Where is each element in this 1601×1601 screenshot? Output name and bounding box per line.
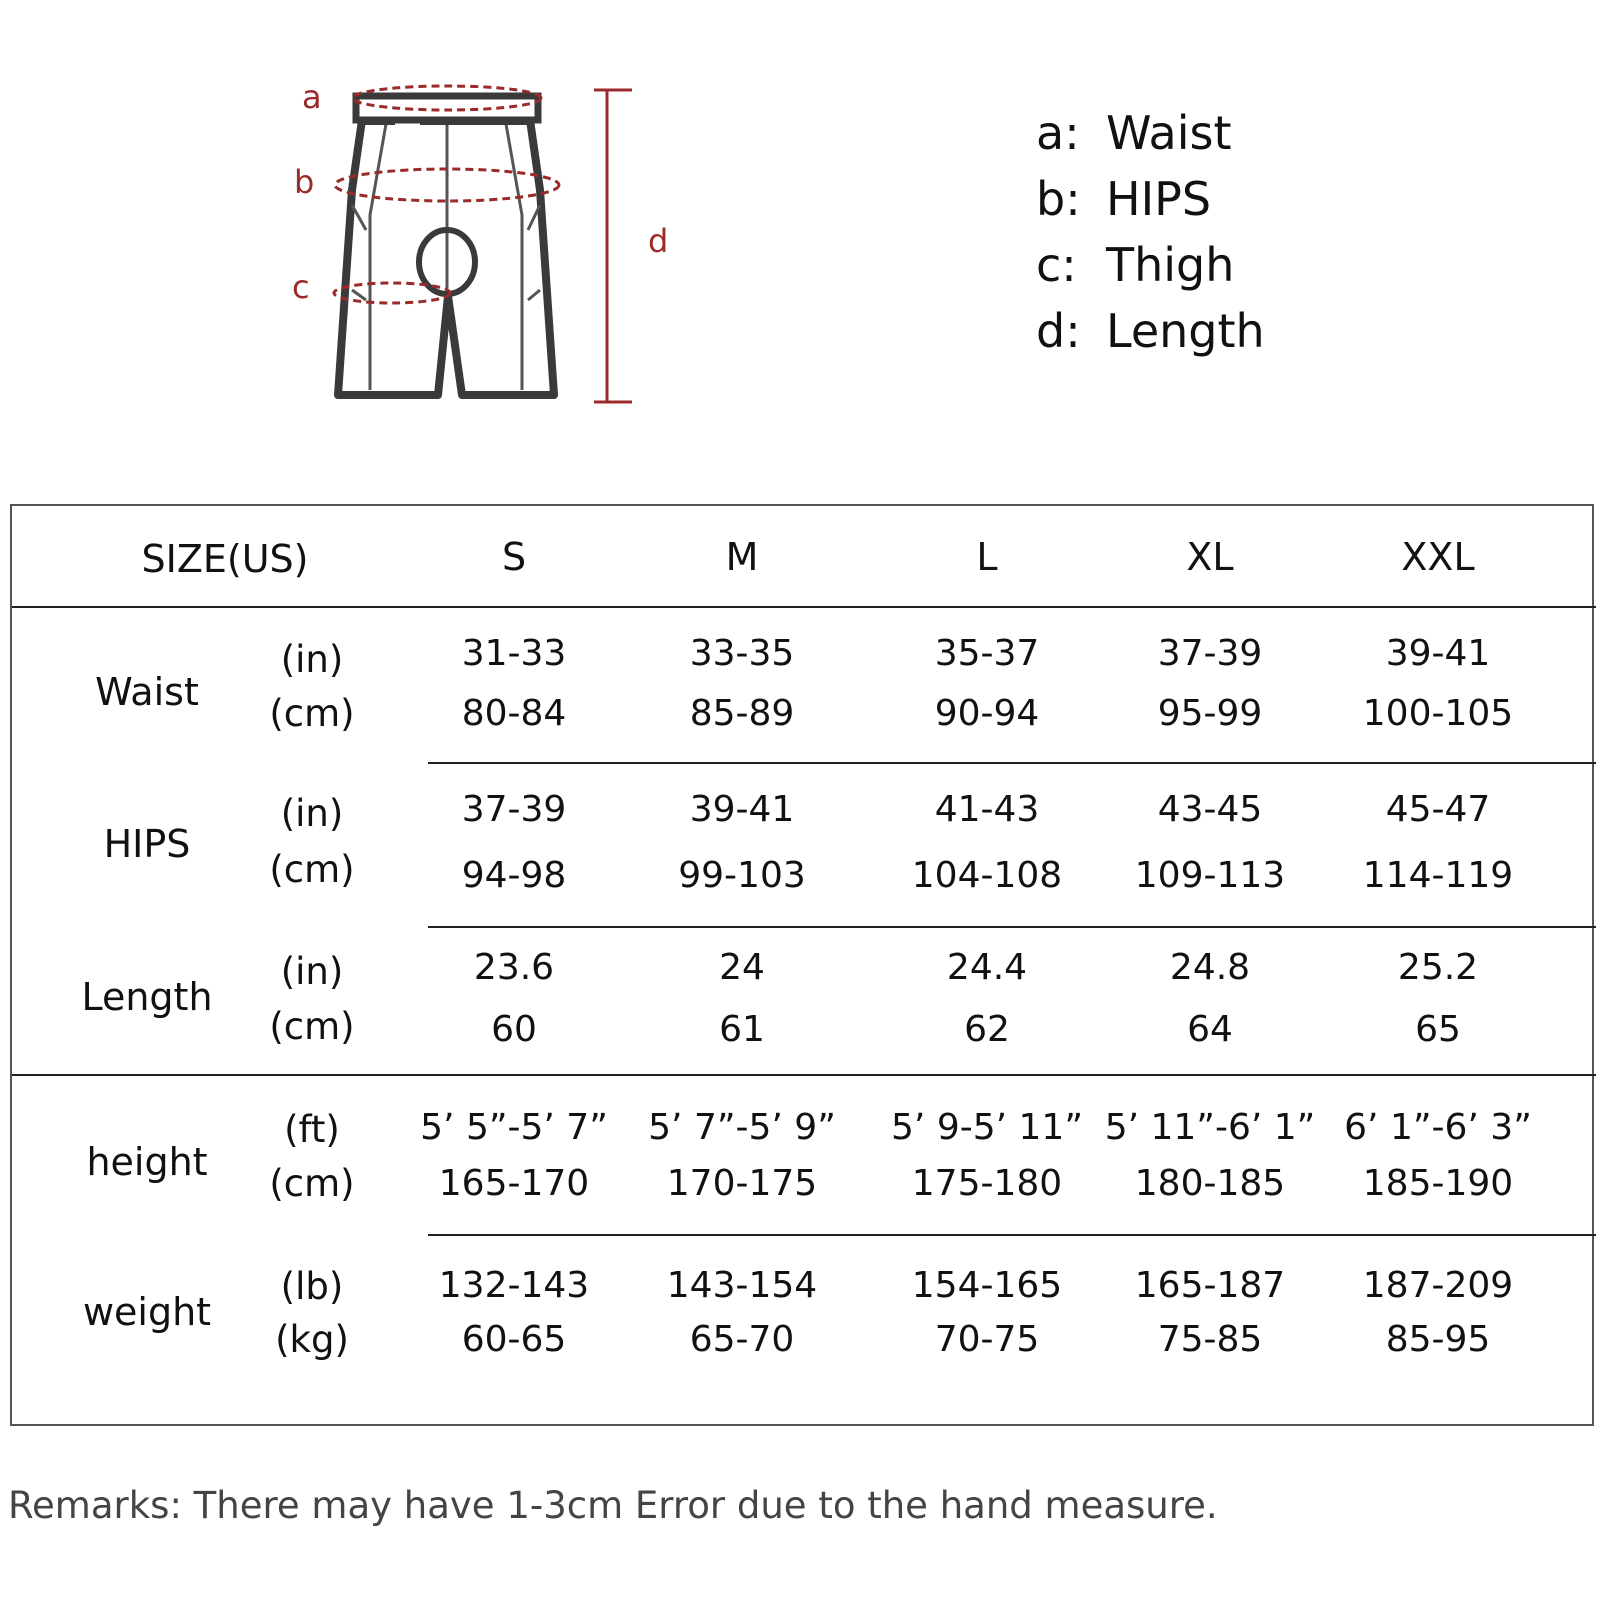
row-label-weight: weight	[82, 1290, 212, 1334]
table-cell: 187-209	[1362, 1265, 1514, 1306]
shorts-outline-figure	[0, 0, 800, 460]
table-cell: 65	[1415, 1009, 1461, 1050]
label-a: a	[302, 78, 322, 116]
table-cell: 104-108	[911, 855, 1063, 896]
table-cell: 5’ 9-5’ 11”	[891, 1107, 1083, 1148]
table-cell: 64	[1187, 1009, 1233, 1050]
table-cell: 165-187	[1134, 1265, 1286, 1306]
unit-label: (cm)	[269, 1005, 355, 1048]
table-divider	[428, 1234, 1596, 1236]
table-divider	[428, 926, 1596, 928]
table-cell: 37-39	[461, 789, 567, 830]
unit-label: (cm)	[269, 1162, 355, 1205]
table-cell: 109-113	[1134, 855, 1286, 896]
legend-key: b:	[1036, 172, 1081, 226]
label-b: b	[294, 163, 315, 201]
table-cell: 165-170	[438, 1163, 590, 1204]
unit-label: (kg)	[275, 1318, 349, 1361]
length-measure-line	[594, 90, 632, 402]
table-cell: 60-65	[461, 1319, 567, 1360]
table-cell: 62	[964, 1009, 1010, 1050]
unit-label: (in)	[280, 638, 344, 681]
table-cell: 170-175	[666, 1163, 818, 1204]
legend-item-waist	[1036, 100, 1265, 166]
table-cell: 180-185	[1134, 1163, 1286, 1204]
table-cell: 31-33	[461, 633, 567, 674]
legend-item-length	[1036, 298, 1265, 364]
table-cell: 65-70	[689, 1319, 795, 1360]
size-header-l: L	[976, 535, 998, 579]
size-header-xl: XL	[1186, 535, 1234, 579]
table-cell: 37-39	[1157, 633, 1263, 674]
legend-key: c:	[1036, 238, 1077, 292]
table-divider	[12, 1074, 1596, 1076]
table-cell: 61	[719, 1009, 765, 1050]
table-cell: 132-143	[438, 1265, 590, 1306]
table-cell: 35-37	[934, 633, 1040, 674]
size-header-m: M	[725, 535, 759, 579]
legend-key: a:	[1036, 106, 1080, 160]
table-cell: 75-85	[1157, 1319, 1263, 1360]
table-divider	[428, 762, 1596, 764]
size-header-label: SIZE(US)	[141, 537, 309, 581]
unit-label: (cm)	[269, 848, 355, 891]
table-cell: 41-43	[934, 789, 1040, 830]
unit-label: (cm)	[269, 692, 355, 735]
unit-label: (ft)	[284, 1108, 340, 1151]
table-cell: 90-94	[934, 693, 1040, 734]
table-cell: 6’ 1”-6’ 3”	[1344, 1107, 1532, 1148]
size-chart-table	[10, 504, 1594, 1426]
legend-item-hips	[1036, 166, 1265, 232]
table-cell: 33-35	[689, 633, 795, 674]
measurement-legend	[1036, 100, 1265, 364]
legend-value: HIPS	[1106, 172, 1212, 226]
size-header-s: S	[501, 535, 527, 579]
table-cell: 185-190	[1362, 1163, 1514, 1204]
legend-value: Thigh	[1106, 238, 1235, 292]
table-cell: 95-99	[1157, 693, 1263, 734]
table-cell: 5’ 11”-6’ 1”	[1104, 1107, 1316, 1148]
table-cell: 25.2	[1397, 947, 1479, 988]
table-cell: 85-95	[1385, 1319, 1491, 1360]
table-cell: 94-98	[461, 855, 567, 896]
unit-label: (in)	[280, 950, 344, 993]
shorts-measurement-diagram	[0, 0, 800, 460]
legend-value: Waist	[1106, 106, 1232, 160]
row-label-length: Length	[81, 975, 213, 1019]
table-cell: 23.6	[473, 947, 555, 988]
table-cell: 24.8	[1169, 947, 1251, 988]
legend-key: d:	[1036, 304, 1081, 358]
table-cell: 114-119	[1362, 855, 1514, 896]
table-cell: 5’ 5”-5’ 7”	[420, 1107, 608, 1148]
label-c: c	[292, 268, 310, 306]
table-cell: 39-41	[689, 789, 795, 830]
unit-label: (lb)	[280, 1265, 344, 1308]
legend-item-thigh	[1036, 232, 1265, 298]
table-cell: 100-105	[1362, 693, 1514, 734]
row-label-hips: HIPS	[103, 822, 191, 866]
label-d: d	[648, 222, 669, 260]
table-cell: 5’ 7”-5’ 9”	[648, 1107, 836, 1148]
table-cell: 60	[491, 1009, 537, 1050]
remarks-note: Remarks: There may have 1-3cm Error due to the hand measure.	[8, 1484, 1218, 1527]
unit-label: (in)	[280, 792, 344, 835]
table-cell: 70-75	[934, 1319, 1040, 1360]
table-cell: 154-165	[911, 1265, 1063, 1306]
table-cell: 80-84	[461, 693, 567, 734]
table-cell: 99-103	[678, 855, 806, 896]
legend-value: Length	[1106, 304, 1265, 358]
row-label-waist: Waist	[95, 670, 199, 714]
table-cell: 175-180	[911, 1163, 1063, 1204]
table-divider	[12, 606, 1596, 608]
table-cell: 45-47	[1385, 789, 1491, 830]
table-cell: 24	[719, 947, 765, 988]
table-cell: 143-154	[666, 1265, 818, 1306]
table-cell: 85-89	[689, 693, 795, 734]
row-label-height: height	[86, 1140, 208, 1184]
size-header-xxl: XXL	[1401, 535, 1475, 579]
table-cell: 39-41	[1385, 633, 1491, 674]
table-cell: 43-45	[1157, 789, 1263, 830]
table-cell: 24.4	[946, 947, 1028, 988]
